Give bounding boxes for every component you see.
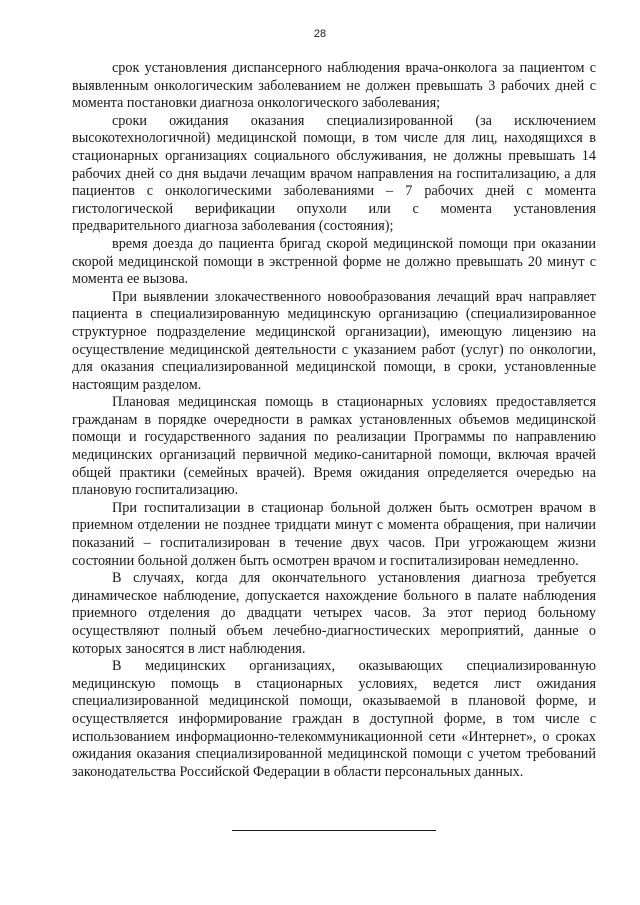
paragraph-oncology-referral: При выявлении злокачественного новообразования лечащий врач направляет пациента в специализированную медицинскую организацию (специализированное структурное подразделение медицинской организации), имеющую лицензию на осуществление медицинской деятельности с указанием работ (услуг) по онкологии, для оказания специализированной медицинской помощи, в сроки, установленные настоящим разделом. — [72, 288, 596, 393]
paragraph-diagnosis-deadline: срок установления диспансерного наблюдения врача-онколога за пациентом с выявленным онкологическим заболеванием не должен превышать 3 рабочих дней с момента постановки диагноза онкологического заболевания; — [72, 60, 596, 112]
end-rule — [232, 830, 436, 831]
document-body — [72, 60, 596, 781]
page-number: 28 — [313, 28, 327, 40]
paragraph-specialized-care-wait: сроки ожидания оказания специализированной (за исключением высокотехнологичной) медицинской помощи, в том числе для лиц, находящихся в стационарных организациях социального обслуживания, не должны превышать 14 рабочих дней со дня выдачи лечащим врачом направления на госпитализацию, а для пациентов с онкологическими заболеваниями – 7 рабочих дней с момента гистологической верификации опухоли или с момента установления предварительного диагноза заболевания (состояния); — [72, 112, 596, 235]
paragraph-observation-ward: В случаях, когда для окончательного установления диагноза требуется динамическое наблюдение, допускается нахождение больного в палате наблюдения приемного отделения до двадцати четырех часов. За этот период больному осуществляют полный объем лечебно-диагностических мероприятий, данные о которых заносятся в лист наблюдения. — [72, 570, 596, 657]
paragraph-planned-hospital-care: Плановая медицинская помощь в стационарных условиях предоставляется гражданам в порядке очередности в рамках установленных объемов медицинской помощи и государственного задания по реализации Программы по направлению медицинских организаций первичной медико-санитарной помощи, включая врачей общей практики (семейных врачей). Время ожидания определяется очередью на плановую госпитализацию. — [72, 394, 596, 499]
paragraph-waiting-list: В медицинских организациях, оказывающих специализированную медицинскую помощь в стационарных условиях, ведется лист ожидания специализированной медицинской помощи, оказываемой в плановой форме, и осуществляется информирование граждан в доступной форме, в том числе с использованием информационно-телекоммуникационной сети «Интернет», о сроках ожидания оказания специализированной медицинской помощи с учетом требований законодательства Российской Федерации в области персональных данных. — [72, 658, 596, 780]
paragraph-hospitalization-exam: При госпитализации в стационар больной должен быть осмотрен врачом в приемном отделении не позднее тридцати минут с момента обращения, при наличии показаний – госпитализирован в течение двух часов. При угрожающем жизни состоянии больной должен быть осмотрен врачом и госпитализирован немедленно. — [72, 499, 596, 569]
paragraph-ambulance-arrival: время доезда до пациента бригад скорой медицинской помощи при оказании скорой медицинской помощи в экстренной форме не должно превышать 20 минут с момента ее вызова. — [72, 235, 596, 288]
